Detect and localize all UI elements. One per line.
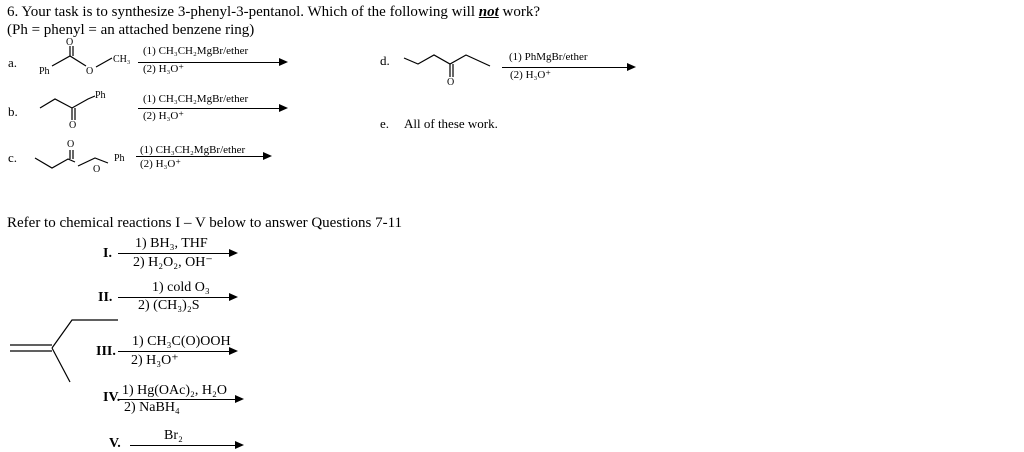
reaction-3-reagent-1: 1) CH₃C(O)OOH [132,334,231,349]
option-c-label: c. [8,150,18,165]
reaction-2-reagent-1: 1) cold O₃ [152,280,210,295]
refer-heading: Refer to chemical reactions I – V below to answer Questions 7-11 [7,215,403,231]
option-d-structure [404,55,490,77]
option-c-atom-o: O [93,164,101,175]
option-b-reagent-1: (1) CH₃CH₂MgBr/ether [143,93,249,105]
option-a-atom-o: O [86,66,94,77]
option-c-atom-o-carbonyl: O [67,139,75,150]
reaction-1-number: I. [103,246,112,261]
reaction-3-number: III. [96,344,116,359]
option-d-atom-o: O [447,77,455,88]
option-b-reagent-2: (2) H₃O⁺ [143,110,185,122]
q6-not-emphasis: not [478,4,499,20]
option-a-label: a. [8,55,18,70]
option-d-reagent-1: (1) PhMgBr/ether [509,51,588,63]
reaction-1-reagent-1: 1) BH₃, THF [135,236,208,251]
option-d-label: d. [380,53,390,68]
q6-text-b: work? [498,4,541,20]
option-c-reagent-1: (1) CH₃CH₂MgBr/ether [140,144,246,156]
option-e-label: e. [380,116,390,131]
q6-text-a: 6. Your task is to synthesize 3-phenyl-3-pentanol. Which of the following will [7,4,479,20]
option-a-atom-ch3: CH₃ [113,54,131,65]
reaction-4-reagent-2: 2) NaBH₄ [124,400,180,415]
reaction-4-reagent-1: 1) Hg(OAc)₂, H₂O [122,383,228,398]
option-a-structure [52,46,112,67]
question-6-line-2: (Ph = phenyl = an attached benzene ring) [7,22,255,38]
option-a-reagent-1: (1) CH₃CH₂MgBr/ether [143,45,249,57]
option-b-atom-ph: Ph [95,90,106,101]
reaction-5-arrow [130,445,242,446]
reaction-2-number: II. [98,290,113,305]
option-c-atom-ph: Ph [114,153,125,164]
reaction-1-reagent-2: 2) H₂O₂, OH⁻ [133,255,213,270]
option-d-reagent-2: (2) H₃O⁺ [510,69,552,81]
option-b-structure [40,96,95,120]
option-b-label: b. [8,104,18,119]
option-a-atom-o-carbonyl: O [66,37,74,48]
option-a-reagent-2: (2) H₃O⁺ [143,63,185,75]
option-a-atom-ph: Ph [39,66,50,77]
reaction-3-reagent-2: 2) H₃O⁺ [131,353,179,368]
reaction-5-reagent-1: Br₂ [164,428,183,443]
option-b-atom-o: O [69,120,77,131]
reaction-2-reagent-2: 2) (CH₃)₂S [138,298,200,313]
reaction-4-number: IV. [103,390,121,405]
option-c-reagent-2: (2) H₃O⁺ [140,158,182,170]
option-e-text: All of these work. [404,116,498,131]
reaction-5-number: V. [109,436,121,451]
